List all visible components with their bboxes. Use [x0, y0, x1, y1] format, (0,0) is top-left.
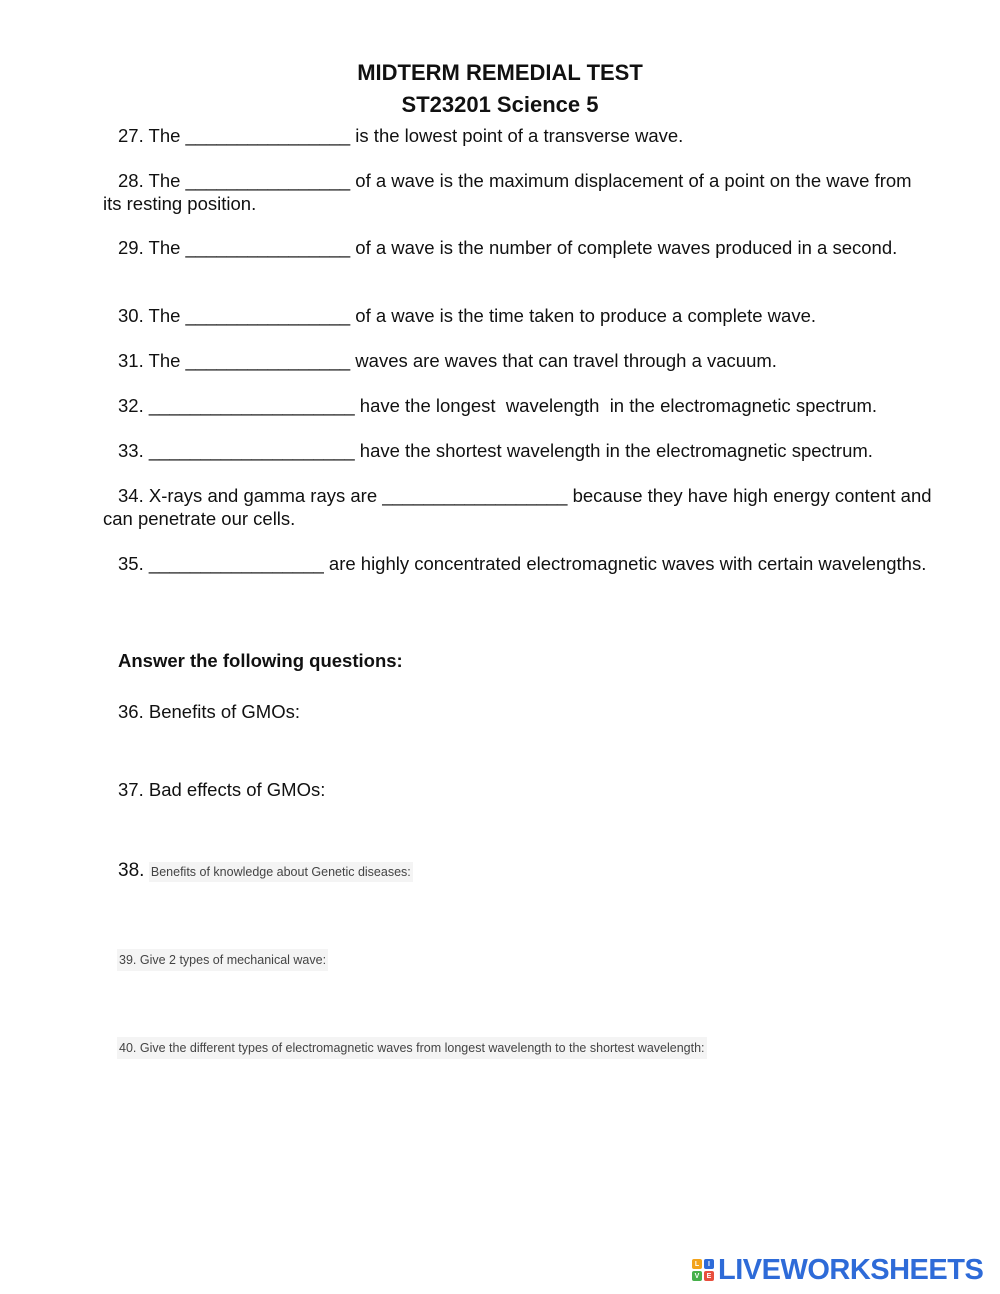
question-28: 28. The ________________ of a wave is the maximum displacement of a point on the wave from its resting position. [103, 170, 917, 214]
question-38 [118, 857, 413, 886]
question-27: 27. The ________________ is the lowest point of a transverse wave. [118, 125, 684, 146]
question-37: 37. Bad effects of GMOs: [118, 779, 326, 800]
question-38-number: 38. [118, 860, 145, 881]
section-heading: Answer the following questions: [118, 650, 403, 671]
question-32: 32. ____________________ have the longest wavelength in the electromagnetic spectrum. [118, 395, 878, 416]
question-30: 30. The ________________ of a wave is the time taken to produce a complete wave. [118, 305, 816, 326]
question-35: 35. _________________ are highly concentrated electromagnetic waves with certain wavelengths. [118, 553, 927, 574]
logo-block-l: L [692, 1259, 702, 1269]
worksheet-title: MIDTERM REMEDIAL TEST [357, 60, 643, 85]
question-33: 33. ____________________ have the shortest wavelength in the electromagnetic spectrum. [118, 440, 873, 461]
logo-block-v: V [692, 1271, 702, 1281]
question-39: 39. Give 2 types of mechanical wave: [117, 949, 328, 971]
question-40: 40. Give the different types of electromagnetic waves from longest wavelength to the shortest wavelength: [117, 1037, 707, 1059]
logo-blocks-icon [692, 1259, 714, 1281]
worksheet-subtitle: ST23201 Science 5 [401, 92, 599, 117]
logo-block-e: E [704, 1271, 714, 1281]
question-36: 36. Benefits of GMOs: [118, 701, 300, 722]
question-31: 31. The ________________ waves are waves that can travel through a vacuum. [118, 350, 777, 371]
liveworksheets-logo [692, 1255, 983, 1285]
logo-text: LIVEWORKSHEETS [718, 1253, 984, 1286]
question-34: 34. X-rays and gamma rays are __________________ because they have high energy content and can penetrate our cells. [103, 485, 937, 529]
question-29: 29. The ________________ of a wave is the number of complete waves produced in a second. [118, 237, 898, 258]
question-38-text: Benefits of knowledge about Genetic diseases: [149, 862, 413, 882]
logo-block-i: I [704, 1259, 714, 1269]
